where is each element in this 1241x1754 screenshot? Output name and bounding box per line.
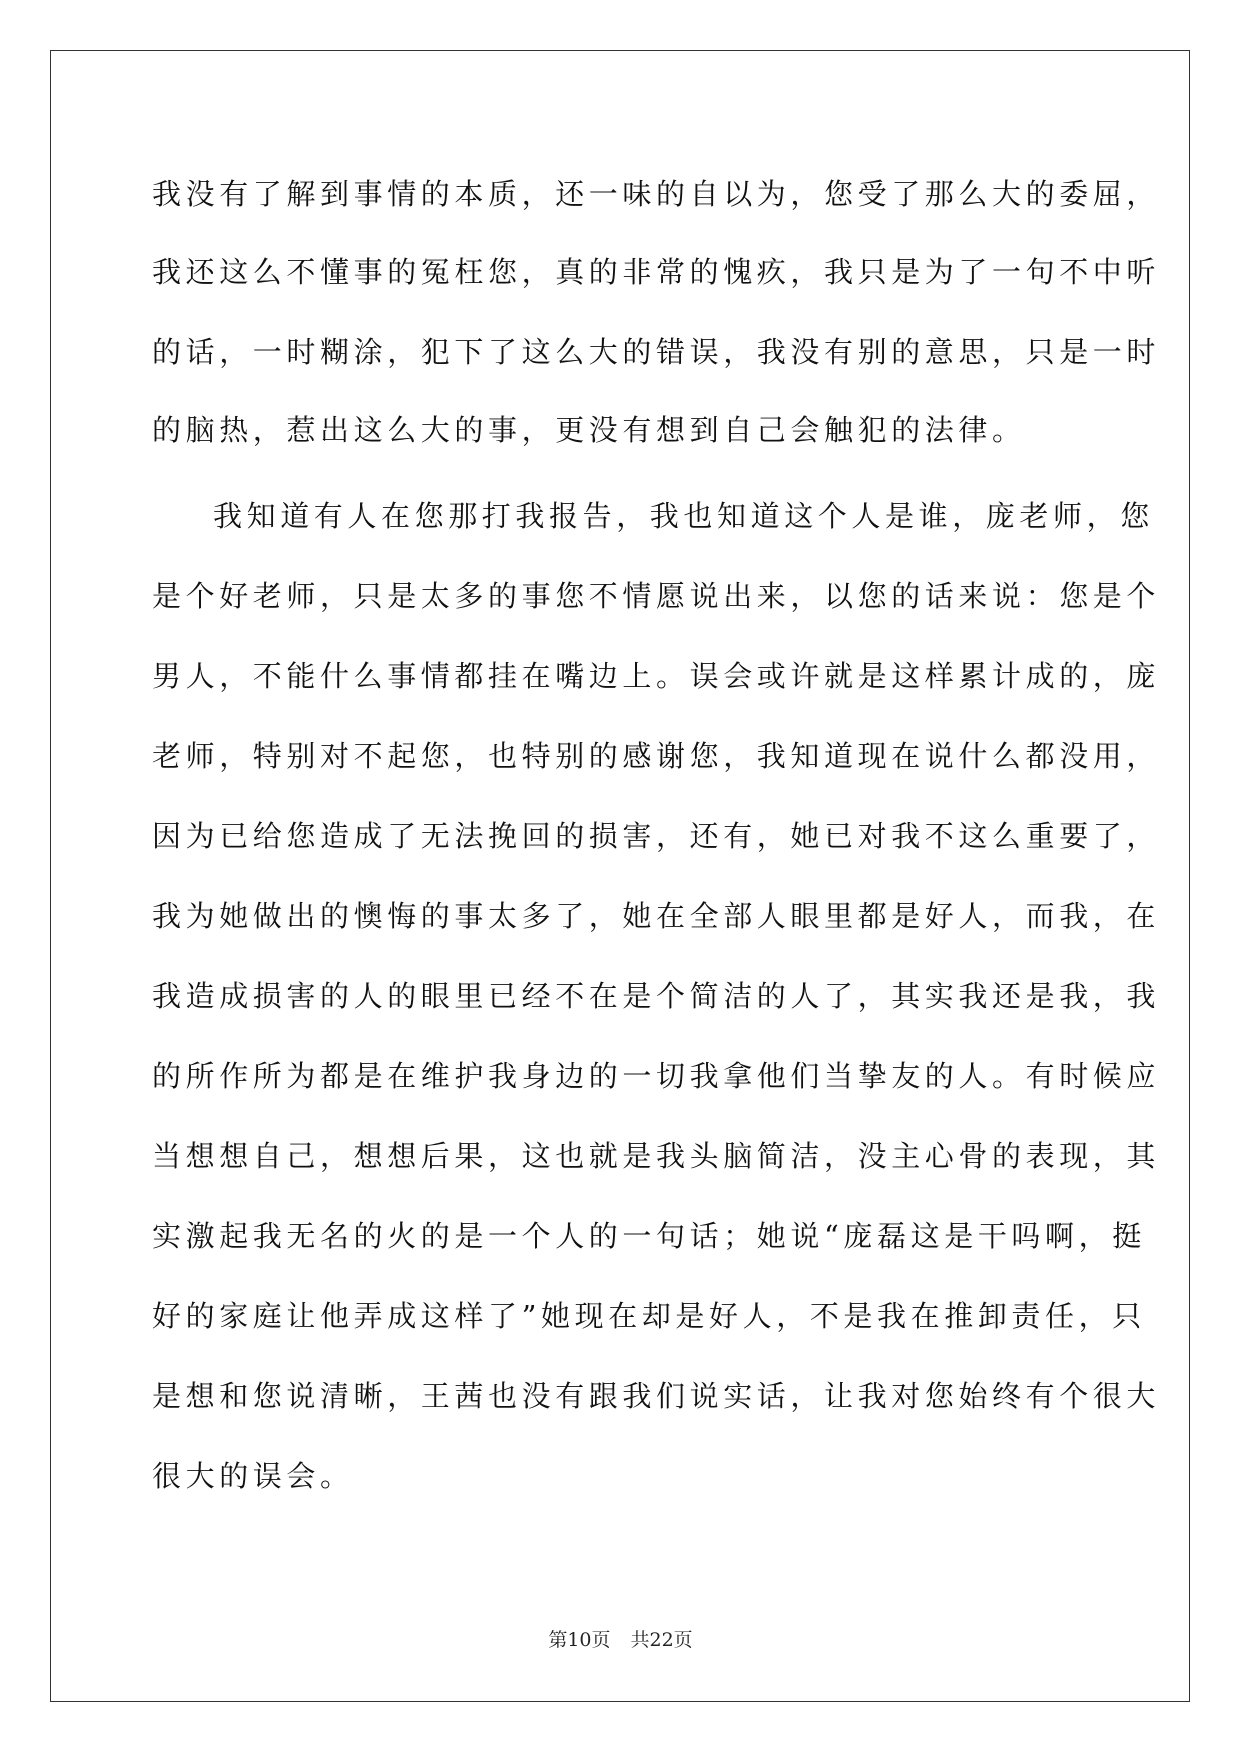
text-line: 好的家庭让他弄成这样了”她现在却是好人，不是我在推卸责任，只	[152, 1299, 1146, 1333]
text-line: 当想想自己，想想后果，这也就是我头脑简洁，没主心骨的表现，其	[152, 1139, 1161, 1173]
text-line: 实激起我无名的火的是一个人的一句话；她说“庞磊这是干吗啊，挺	[152, 1219, 1146, 1253]
page-border	[50, 50, 1190, 1702]
text-line: 我造成损害的人的眼里已经不在是个简洁的人了，其实我还是我，我	[152, 979, 1161, 1013]
text-line: 老师，特别对不起您，也特别的感谢您，我知道现在说什么都没用，	[152, 739, 1161, 773]
text-line: 的所作所为都是在维护我身边的一切我拿他们当挚友的人。有时候应	[152, 1059, 1161, 1093]
text-line: 的脑热，惹出这么大的事，更没有想到自己会触犯的法律。	[152, 413, 1026, 447]
text-line: 是想和您说清晰，王茜也没有跟我们说实话，让我对您始终有个很大	[152, 1379, 1161, 1413]
text-line: 是个好老师，只是太多的事您不情愿说出来，以您的话来说：您是个	[152, 579, 1161, 613]
text-line: 我知道有人在您那打我报告，我也知道这个人是谁，庞老师，您	[213, 499, 1154, 533]
text-line: 我没有了解到事情的本质，还一味的自以为，您受了那么大的委屈，	[152, 177, 1161, 211]
text-line: 我为她做出的懊悔的事太多了，她在全部人眼里都是好人，而我，在	[152, 899, 1161, 933]
page-footer	[0, 1628, 1241, 1652]
text-line: 男人，不能什么事情都挂在嘴边上。误会或许就是这样累计成的，庞	[152, 659, 1161, 693]
text-line: 因为已给您造成了无法挽回的损害，还有，她已对我不这么重要了，	[152, 819, 1161, 853]
page-number: 第10页	[548, 1629, 611, 1651]
text-line: 很大的误会。	[152, 1459, 354, 1493]
text-line: 我还这么不懂事的冤枉您，真的非常的愧疚，我只是为了一句不中听	[152, 255, 1161, 289]
text-line: 的话，一时糊涂，犯下了这么大的错误，我没有别的意思，只是一时	[152, 335, 1161, 369]
page-total: 共22页	[630, 1629, 693, 1651]
